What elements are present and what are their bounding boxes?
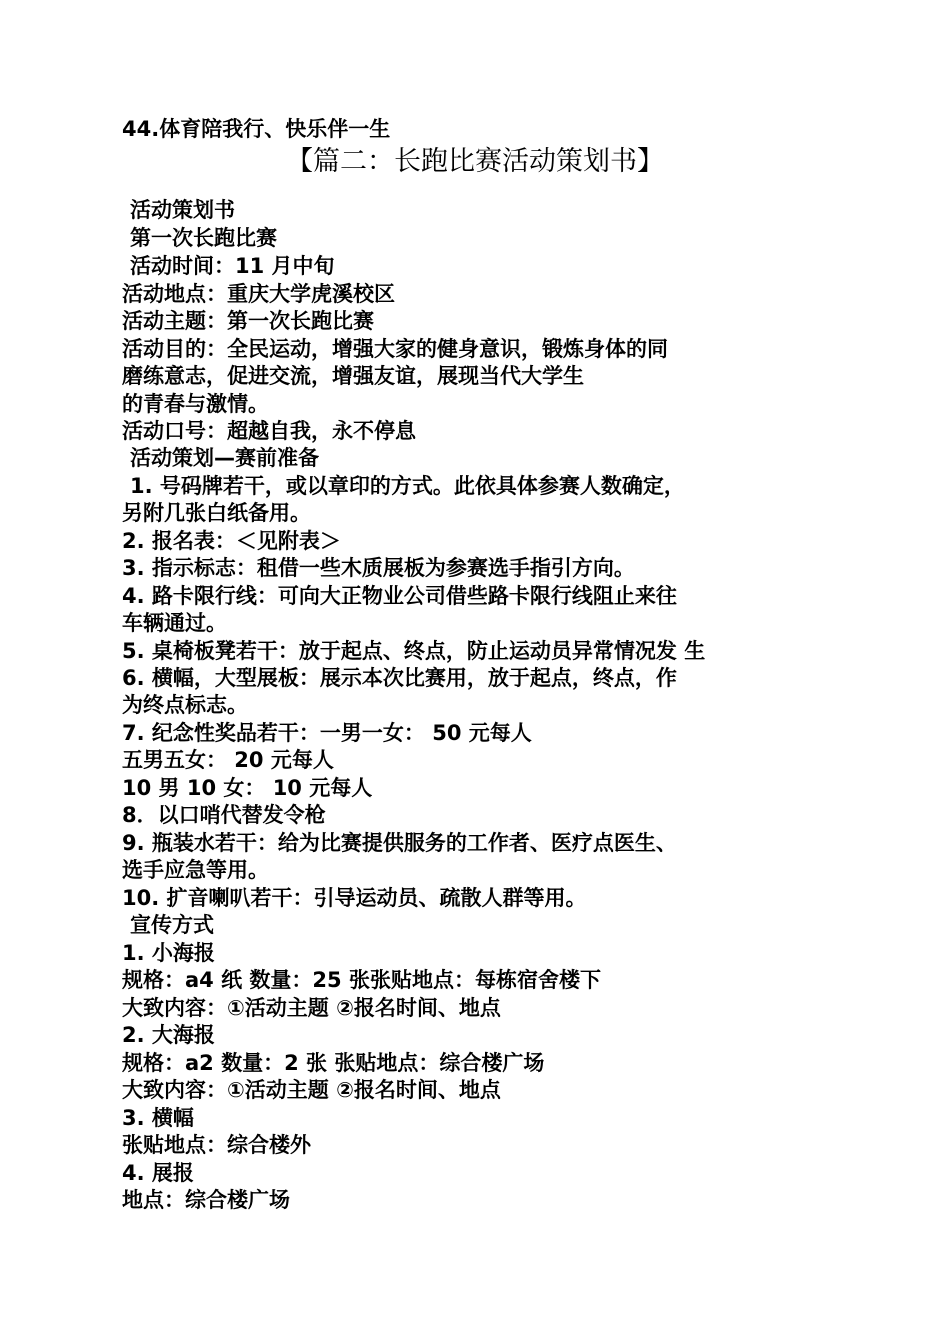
event-name: 第一次长跑比赛 <box>130 226 277 250</box>
prep-item: 10 男 10 女： 10 元每人 <box>122 776 373 800</box>
prep-item: 4. 路卡限行线：可向大正物业公司借些路卡限行线阻止来往 <box>122 584 677 608</box>
event-purpose-line-2: 磨练意志，促进交流，增强友谊，展现当代大学生 <box>122 364 584 388</box>
section-title: 【篇二：长跑比赛活动策划书】 <box>286 146 664 177</box>
event-theme: 活动主题：第一次长跑比赛 <box>122 309 374 333</box>
prep-item: 选手应急等用。 <box>122 858 269 882</box>
prep-item: 3. 指示标志：租借一些木质展板为参赛选手指引方向。 <box>122 556 635 580</box>
event-time: 活动时间：11 月中旬 <box>130 254 335 278</box>
prep-item: 6. 横幅，大型展板：展示本次比赛用，放于起点，终点，作 <box>122 666 677 690</box>
prep-item: 为终点标志。 <box>122 693 248 717</box>
prep-item: 另附几张白纸备用。 <box>122 501 311 525</box>
prep-item: 车辆通过。 <box>122 611 227 635</box>
publicity-line: 地点：综合楼广场 <box>122 1188 290 1212</box>
event-purpose-line-3: 的青春与激情。 <box>122 392 269 416</box>
event-place: 活动地点：重庆大学虎溪校区 <box>122 282 395 306</box>
publicity-heading: 宣传方式 <box>130 913 214 937</box>
publicity-line: 规格：a2 数量：2 张 张贴地点：综合楼广场 <box>122 1051 545 1075</box>
prep-item: 5. 桌椅板凳若干：放于起点、终点，防止运动员异常情况发 生 <box>122 639 706 663</box>
publicity-line: 大致内容：①活动主题 ②报名时间、地点 <box>122 1078 501 1102</box>
event-slogan: 活动口号：超越自我，永不停息 <box>122 419 416 443</box>
prep-heading: 活动策划—赛前准备 <box>130 446 319 470</box>
prep-item: 8．以口哨代替发令枪 <box>122 803 326 827</box>
publicity-line: 2. 大海报 <box>122 1023 215 1047</box>
publicity-line: 大致内容：①活动主题 ②报名时间、地点 <box>122 996 501 1020</box>
publicity-line: 张贴地点：综合楼外 <box>122 1133 311 1157</box>
prep-item: 9. 瓶装水若干：给为比赛提供服务的工作者、医疗点医生、 <box>122 831 677 855</box>
publicity-line: 3. 横幅 <box>122 1106 194 1130</box>
prep-item: 1. 号码牌若干，或以章印的方式。此依具体参赛人数确定， <box>130 474 685 498</box>
publicity-line: 4. 展报 <box>122 1161 194 1185</box>
event-purpose-line-1: 活动目的：全民运动，增强大家的健身意识，锻炼身体的同 <box>122 337 668 361</box>
publicity-line: 1. 小海报 <box>122 941 215 965</box>
prep-item: 10. 扩音喇叭若干：引导运动员、疏散人群等用。 <box>122 886 587 910</box>
doc-type-heading: 活动策划书 <box>130 198 235 222</box>
top-line: 44.体育陪我行、快乐伴一生 <box>122 117 391 141</box>
prep-item: 2. 报名表：＜见附表＞ <box>122 529 341 553</box>
prep-item: 五男五女： 20 元每人 <box>122 748 334 772</box>
publicity-line: 规格：a4 纸 数量：25 张张贴地点：每栋宿舍楼下 <box>122 968 601 992</box>
prep-item: 7. 纪念性奖品若干：一男一女： 50 元每人 <box>122 721 532 745</box>
